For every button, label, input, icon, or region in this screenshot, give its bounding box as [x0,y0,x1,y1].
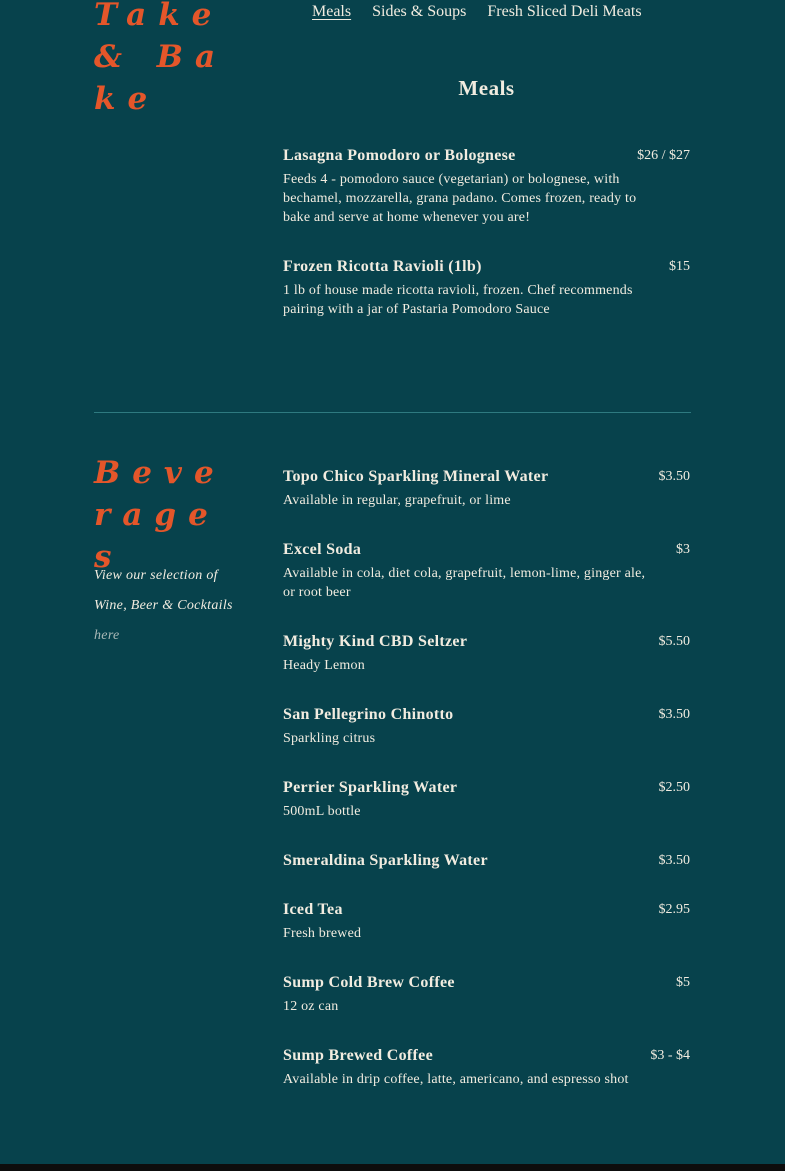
menu-item-price: $15 [669,259,690,274]
wine-note-line1: View our selection of [94,568,218,583]
menu-item-description: 500mL bottle [283,804,361,819]
menu-item-price: $3.50 [658,469,690,484]
wine-beer-note [94,561,254,651]
menu-item-name: Frozen Ricotta Ravioli (1lb) [283,258,482,275]
menu-item-price: $3.50 [658,853,690,868]
menu-item-price: $3.50 [658,707,690,722]
menu-item-price: $26 / $27 [637,148,690,163]
menu-item [283,705,690,748]
section-title-beverages: Beverages [94,455,226,575]
menu-item-price: $3 [676,542,690,557]
menu-item-name: Smeraldina Sparkling Water [283,852,488,869]
menu-item [283,257,690,319]
menu-item [283,973,690,1016]
menu-item-description: Feeds 4 - pomodoro sauce (vegetarian) or bolognese, with bechamel, mozzarella, grana padano. Comes frozen, ready to bake and serve at home whenever you are! [283,172,637,225]
menu-item-price: $5.50 [658,634,690,649]
menu-item [283,467,690,510]
section-title-take-bake: Take & Bake [94,0,228,117]
menu-item [283,778,690,821]
menu-item [283,851,690,871]
menu-item [283,632,690,675]
menu-item [283,900,690,943]
menu-item-description: Available in regular, grapefruit, or lime [283,493,511,508]
wine-note-line2: Wine, Beer & Cocktails [94,598,233,613]
tab-deli-meats[interactable]: Fresh Sliced Deli Meats [487,3,642,20]
meals-heading: Meals [458,76,515,100]
menu-item-price: $3 - $4 [650,1048,690,1063]
wine-beer-cocktails-link[interactable]: here [94,628,120,643]
menu-item-description: Sparkling citrus [283,731,376,746]
menu-item-name: Sump Cold Brew Coffee [283,974,455,991]
tab-meals[interactable]: Meals [312,3,352,20]
footer-bar [0,1164,785,1171]
menu-item-price: $2.50 [658,780,690,795]
menu-item-name: Excel Soda [283,541,362,558]
menu-item-name: Sump Brewed Coffee [283,1047,433,1064]
menu-tabs [312,3,642,21]
menu-item-name: Perrier Sparkling Water [283,779,458,796]
menu-item-price: $5 [676,975,690,990]
menu-item-price: $2.95 [658,902,690,917]
menu-item-description: Available in drip coffee, latte, americano, and espresso shot [283,1072,629,1087]
menu-item-name: Mighty Kind CBD Seltzer [283,633,468,650]
menu-item-description: 1 lb of house made ricotta ravioli, frozen. Chef recommends pairing with a jar of Pastaria Pomodoro Sauce [283,283,633,317]
menu-item-description: Heady Lemon [283,658,365,673]
menu-item [283,1046,690,1089]
menu-item [283,146,690,227]
menu-item-name: Iced Tea [283,901,343,918]
tab-sides-soups[interactable]: Sides & Soups [372,3,467,20]
menu-item-description: 12 oz can [283,999,339,1014]
menu-item-name: Lasagna Pomodoro or Bolognese [283,147,516,164]
menu-item [283,540,690,602]
menu-item-name: San Pellegrino Chinotto [283,706,454,723]
menu-item-description: Fresh brewed [283,926,362,941]
section-divider [94,412,691,413]
menu-item-name: Topo Chico Sparkling Mineral Water [283,468,549,485]
menu-item-description: Available in cola, diet cola, grapefruit, lemon-lime, ginger ale, or root beer [283,566,646,600]
